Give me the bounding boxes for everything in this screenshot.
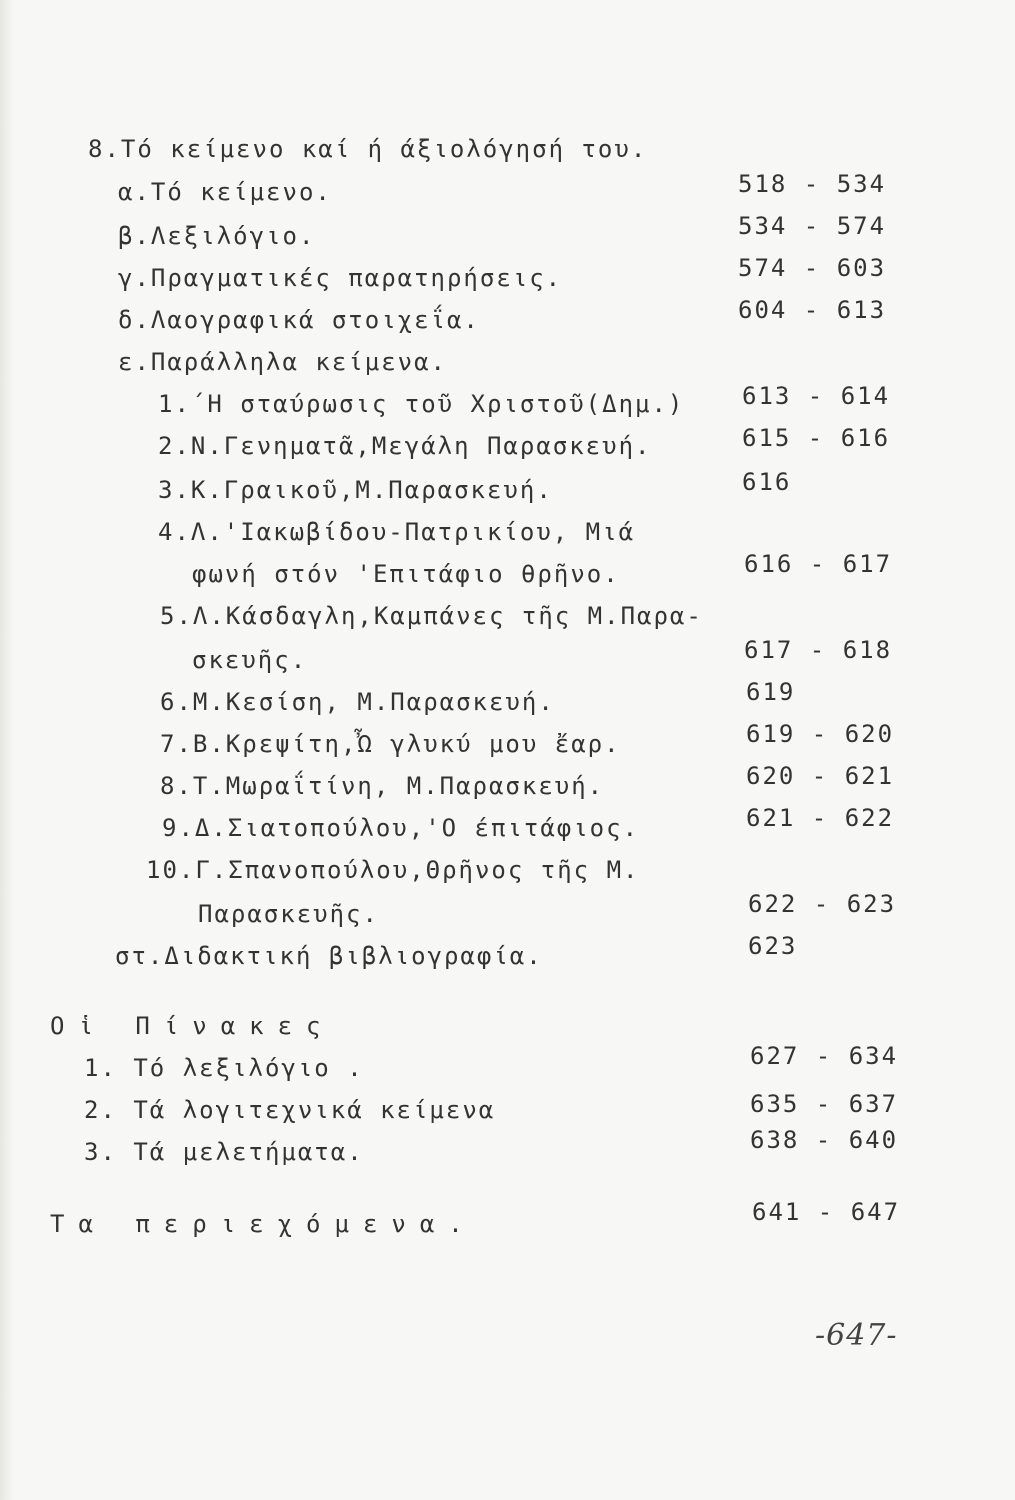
entry-label: 8.Τ.Μωραΐτίνη, Μ.Παρασκευή. bbox=[160, 772, 605, 800]
contents-pages: 641 - 647 bbox=[752, 1198, 901, 1226]
entry-label: 6.Μ.Κεσίση, Μ.Παρασκευή. bbox=[160, 688, 555, 716]
tables-heading: Οἱ Πίνακες bbox=[50, 1012, 335, 1040]
entry-label: φωνή στόν 'Επιτάφιο θρῆνο. bbox=[192, 560, 620, 588]
entry-label: 10.Γ.Σπανοπούλου,Θρῆνος τῆς Μ. bbox=[146, 856, 640, 884]
entry-pages: 622 - 623 bbox=[748, 890, 897, 918]
entry-label: 9.Δ.Σιατοπούλου,'Ο έπιτάφιος. bbox=[162, 814, 640, 842]
entry-pages: 619 bbox=[746, 678, 796, 706]
entry-label: ε.Παράλληλα κείμενα. bbox=[118, 348, 447, 376]
entry-label: Παρασκευῆς. bbox=[198, 900, 379, 928]
entry-label: δ.Λαογραφικά στοιχεΐα. bbox=[118, 306, 480, 334]
entry-pages: 613 - 614 bbox=[742, 382, 891, 410]
entry-pages: 617 - 618 bbox=[744, 636, 893, 664]
table-pages: 635 - 637 bbox=[750, 1090, 899, 1118]
entry-pages: 616 - 617 bbox=[744, 550, 893, 578]
entry-pages: 574 - 603 bbox=[738, 254, 887, 282]
entry-pages: 623 bbox=[748, 932, 798, 960]
table-label: 3. Τά μελετήματα. bbox=[84, 1138, 364, 1166]
entry-pages: 604 - 613 bbox=[738, 296, 887, 324]
entry-label: στ.Διδακτική βιβλιογραφία. bbox=[115, 942, 543, 970]
entry-label: σκευῆς. bbox=[192, 646, 308, 674]
entry-label: 2.Ν.Γενηματᾶ,Μεγάλη Παρασκευή. bbox=[158, 432, 652, 460]
table-pages: 627 - 634 bbox=[750, 1042, 899, 1070]
table-label: 2. Τά λογιτεχνικά κείμενα bbox=[84, 1096, 496, 1124]
entry-pages: 620 - 621 bbox=[746, 762, 895, 790]
entry-label: 7.Β.Κρεψίτη,Ὦ γλυκύ μου ἔαρ. bbox=[160, 730, 621, 758]
entry-label: 1.΄Η σταύρωσις τοῦ Χριστοῦ(Δημ.) bbox=[158, 390, 685, 418]
entry-label: 4.Λ.'Ιακωβίδου-Πατρικίου, Μιά bbox=[158, 518, 636, 546]
entry-pages: 621 - 622 bbox=[746, 804, 895, 832]
page-edge-shadow bbox=[0, 0, 14, 1500]
entry-label: 5.Λ.Κάσδαγλη,Καμπάνες τῆς Μ.Παρα- bbox=[160, 602, 703, 630]
section-title: 8.Τό κείμενο καί ή άξιολόγησή του. bbox=[88, 135, 648, 163]
entry-pages: 615 - 616 bbox=[742, 424, 891, 452]
entry-label: γ.Πραγματικές παρατηρήσεις. bbox=[118, 264, 563, 292]
table-label: 1. Τό λεξιλόγιο . bbox=[84, 1054, 364, 1082]
entry-pages: 534 - 574 bbox=[738, 212, 887, 240]
entry-label: α.Τό κείμενο. bbox=[118, 178, 332, 206]
entry-label: 3.Κ.Γραικοῦ,Μ.Παρασκευή. bbox=[158, 476, 553, 504]
contents-label: Τα περιεχόμενα. bbox=[50, 1210, 477, 1238]
table-pages: 638 - 640 bbox=[750, 1126, 899, 1154]
entry-pages: 616 bbox=[742, 468, 792, 496]
entry-pages: 619 - 620 bbox=[746, 720, 895, 748]
page-number: -647- bbox=[815, 1318, 898, 1353]
entry-label: β.Λεξιλόγιο. bbox=[118, 222, 316, 250]
entry-pages: 518 - 534 bbox=[738, 170, 887, 198]
